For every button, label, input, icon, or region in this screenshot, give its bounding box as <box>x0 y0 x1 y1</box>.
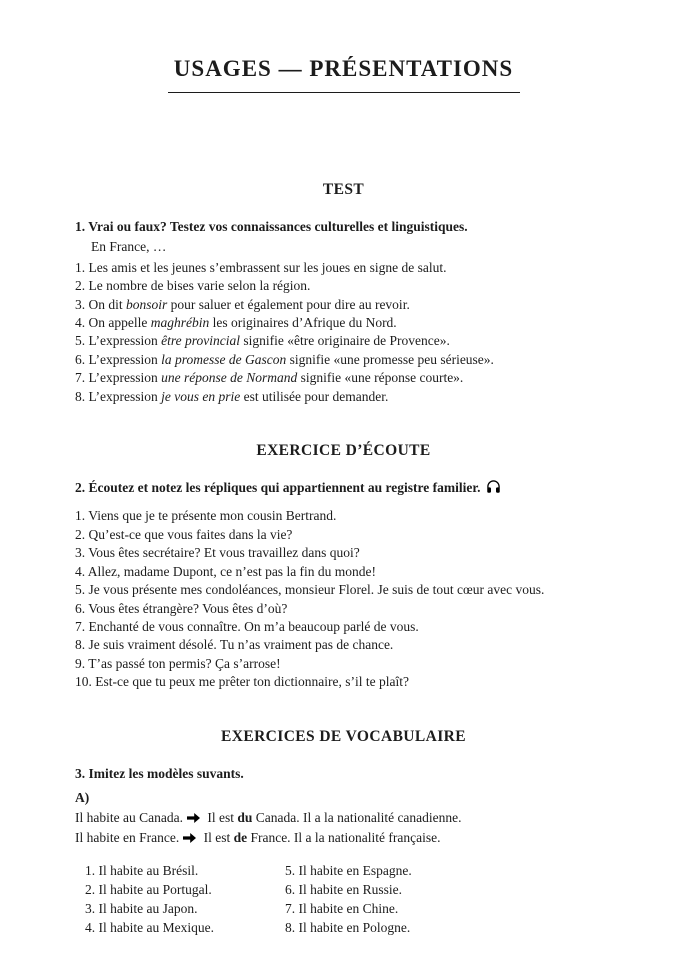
italic-term: je vous en prie <box>161 388 241 404</box>
vocab-item: 8. Il habite en Pologne. <box>285 920 411 936</box>
vocab-model-line: Il habite au Canada. Il est du Canada. Il a la nationalité canadienne. <box>75 809 612 829</box>
vocab-model-line: Il habite en France. Il est de France. Il a la nationalité française. <box>75 829 612 849</box>
vocabulary-label-a: A) <box>75 789 90 805</box>
test-item: 4. On appelle maghrébin les originaires d’Afrique du Nord. <box>75 315 397 331</box>
headphones-icon <box>486 479 501 499</box>
listening-item: 8. Je suis vraiment désolé. Tu n’as vraiment pas de chance. <box>75 637 394 653</box>
listening-item: 3. Vous êtes secrétaire? Et vous travaillez dans quoi? <box>75 545 360 561</box>
listening-item: 5. Je vous présente mes condoléances, monsieur Florel. Je suis de tout cœur avec vous. <box>75 582 545 598</box>
vocab-item: 6. Il habite en Russie. <box>285 881 402 897</box>
test-item: 5. L’expression être provincial signifie «être originaire de Provence». <box>75 333 450 349</box>
listening-item: 6. Vous êtes étrangère? Vous êtes d’où? <box>75 600 288 616</box>
italic-term: une réponse de Normand <box>161 370 298 386</box>
listening-intro: 2. Écoutez et notez les répliques qui appartiennent au registre familier. <box>75 479 612 499</box>
vocab-item: 5. Il habite en Espagne. <box>285 862 412 878</box>
vocabulary-intro: 3. Imitez les modèles suvants. <box>75 765 244 781</box>
listening-item: 10. Est-ce que tu peux me prêter ton dictionnaire, s’il te plaît? <box>75 674 410 690</box>
italic-term: maghrébin <box>150 315 210 331</box>
test-item: 7. L’expression une réponse de Normand signifie «une réponse courte». <box>75 370 464 386</box>
vocab-item: 7. Il habite en Chine. <box>285 900 399 916</box>
listening-item: 2. Qu’est-ce que vous faites dans la vie? <box>75 526 293 542</box>
test-item: 8. L’expression je vous en prie est utilisée pour demander. <box>75 388 389 404</box>
section-heading-vocabulary: EXERCICES DE VOCABULAIRE <box>221 727 466 745</box>
page-title: USAGES — PRÉSENTATIONS <box>173 56 514 81</box>
italic-term: la promesse de Gascon <box>161 351 287 367</box>
section-heading-test: TEST <box>322 181 365 198</box>
arrow-right-icon <box>187 810 200 829</box>
vocab-item: 3. Il habite au Japon. <box>85 900 198 916</box>
listening-item: 7. Enchanté de vous connaître. On m’a beaucoup parlé de vous. <box>75 618 419 634</box>
test-item: 6. L’expression la promesse de Gascon signifie «une promesse peu sérieuse». <box>75 351 494 367</box>
vocab-models <box>75 809 612 848</box>
listening-item: 9. T’as passé ton permis? Ça s’arrose! <box>75 655 281 671</box>
italic-term: être provincial <box>161 333 240 349</box>
test-item: 2. Le nombre de bises varie selon la région. <box>75 278 311 294</box>
test-intro: 1. Vrai ou faux? Testez vos connaissances culturelles et linguistiques. <box>75 219 468 234</box>
test-item: 1. Les amis et les jeunes s’embrassent sur les joues en signe de salut. <box>75 259 447 275</box>
vocab-item: 4. Il habite au Mexique. <box>85 920 214 936</box>
bold-term: du <box>237 810 253 826</box>
vocab-item: 1. Il habite au Brésil. <box>85 862 199 878</box>
vocab-column-right <box>285 861 485 938</box>
test-lead: En France, … <box>91 239 167 255</box>
listening-item: 4. Allez, madame Dupont, ce n’est pas la fin du monde! <box>75 563 377 579</box>
vocab-item: 2. Il habite au Portugal. <box>85 881 212 897</box>
listening-item: 1. Viens que je te présente mon cousin Bertrand. <box>75 508 337 524</box>
test-items <box>75 259 612 406</box>
vocab-exercise-list <box>85 861 612 938</box>
title-rule <box>168 92 520 93</box>
arrow-right-icon <box>183 830 196 849</box>
listening-items <box>75 507 612 691</box>
italic-term: bonsoir <box>126 296 168 312</box>
vocab-column-left <box>85 861 285 938</box>
bold-term: de <box>233 829 248 845</box>
section-heading-listening: EXERCICE D’ÉCOUTE <box>256 442 431 460</box>
test-item: 3. On dit bonsoir pour saluer et également pour dire au revoir. <box>75 296 410 312</box>
